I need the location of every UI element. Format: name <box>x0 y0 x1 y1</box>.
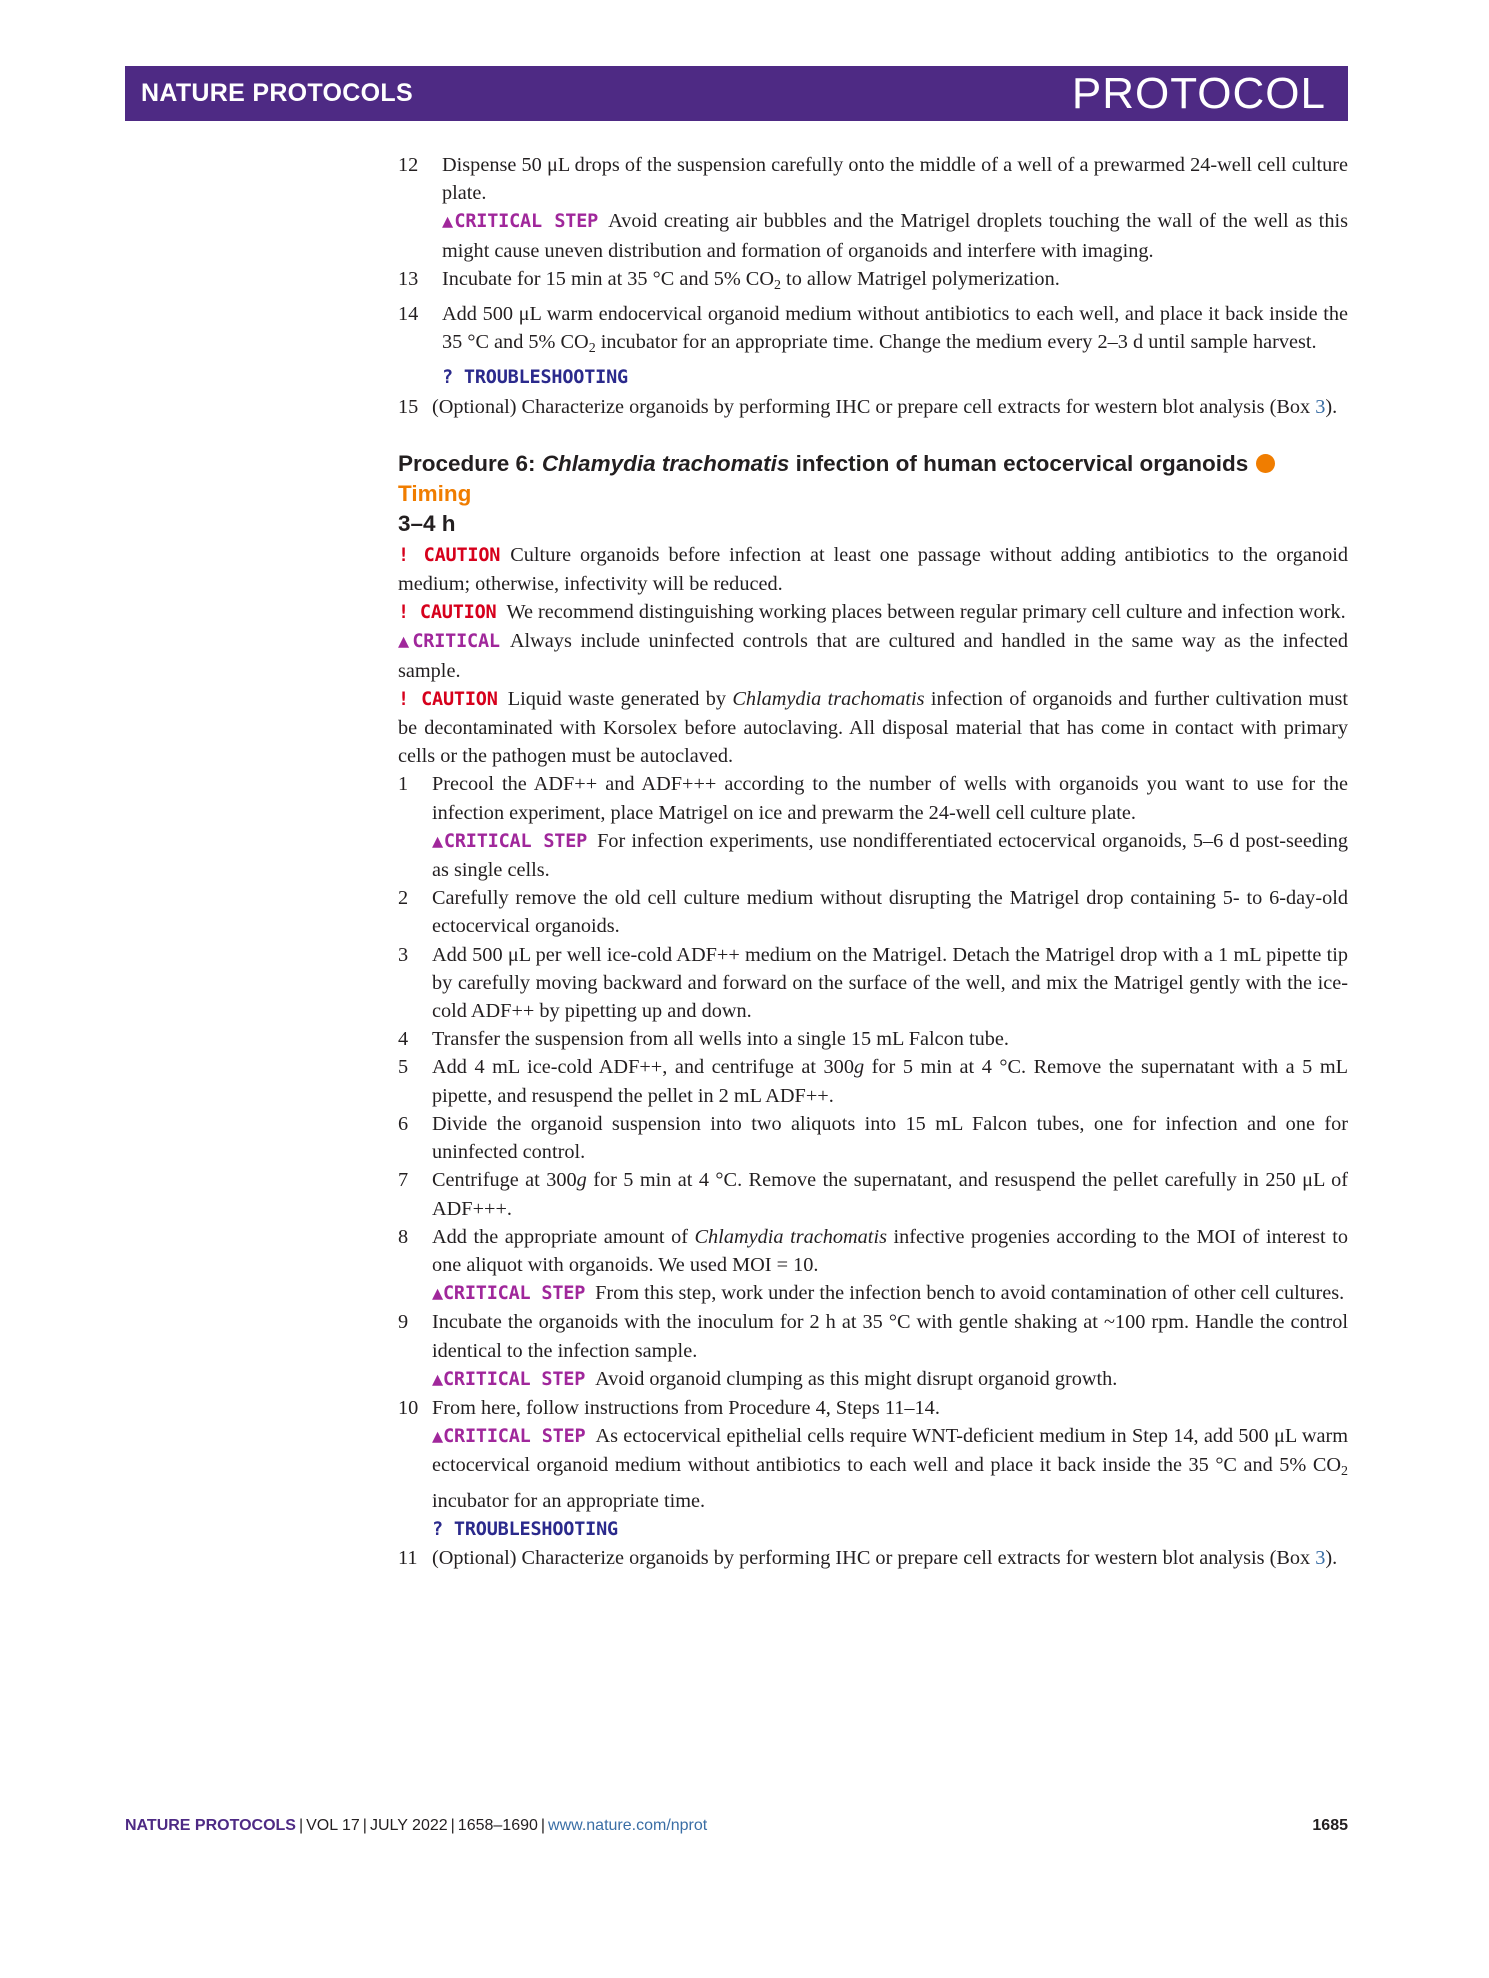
journal-name: NATURE PROTOCOLS <box>141 79 413 107</box>
step-number: 11 <box>398 1546 418 1569</box>
troubleshooting-note <box>432 1515 1348 1544</box>
step-number: 13 <box>398 267 419 290</box>
caution-note-1 <box>398 541 1348 598</box>
g-force-unit: g <box>576 1169 587 1192</box>
page-footer <box>125 1817 1348 1835</box>
critical-step-text: From this step, work under the infection bench to avoid contamination of other cell cultures. <box>595 1282 1345 1305</box>
step-number: 3 <box>398 943 409 966</box>
procedure-heading <box>398 449 1348 539</box>
step-number: 14 <box>398 303 419 326</box>
proc-step-9 <box>398 1308 1348 1394</box>
proc-step-5 <box>398 1053 1348 1109</box>
timing-value: 3–4 h <box>398 510 456 536</box>
critical-step-note <box>432 1279 1348 1308</box>
subscript: 2 <box>1341 1464 1348 1480</box>
step-text: Dispense 50 μL drops of the suspension carefully onto the middle of a well of a prewarmed 24-well cell culture plate. <box>442 154 1348 205</box>
caution-tag: ! CAUTION <box>398 688 498 710</box>
step-text-part: (Optional) Characterize organoids by performing IHC or prepare cell extracts for western blot analysis (Box <box>432 1546 1316 1569</box>
step-text-part: Centrifuge at 300 <box>432 1169 577 1192</box>
footer-journal: NATURE PROTOCOLS <box>125 1817 296 1834</box>
step-text: Precool the ADF++ and ADF+++ according to the number of wells with organoids you want to use for the infection experiment, place Matrigel on ice and prewarm the 24-well cell culture plate. <box>432 773 1348 824</box>
proc-step-2 <box>398 884 1348 940</box>
footer-volume: VOL 17 <box>306 1817 360 1834</box>
critical-step-tag: ▲CRITICAL STEP <box>432 1283 586 1305</box>
timing-clock-icon <box>1256 454 1275 473</box>
g-force-unit: g <box>853 1056 865 1079</box>
step-number: 4 <box>398 1028 409 1051</box>
caution-note-3 <box>398 685 1348 771</box>
step-text <box>432 393 1348 421</box>
critical-note <box>398 627 1348 684</box>
step-15 <box>398 393 1348 421</box>
step-14 <box>398 300 1348 393</box>
organism-name: Chlamydia trachomatis <box>694 1225 887 1248</box>
caution-tag: ! CAUTION <box>398 544 501 566</box>
footer-date: JULY 2022 <box>369 1817 448 1834</box>
article-type: PROTOCOL <box>1071 68 1326 118</box>
step-number: 12 <box>398 154 419 176</box>
step-13 <box>398 265 1348 300</box>
step-number: 7 <box>398 1169 409 1192</box>
step-number: 1 <box>398 773 409 796</box>
troubleshooting-tag: ? TROUBLESHOOTING <box>442 367 628 389</box>
proc-step-6 <box>398 1110 1348 1166</box>
critical-step-tag: ▲CRITICAL STEP <box>432 1368 586 1390</box>
step-number: 8 <box>398 1225 409 1248</box>
heading-part: Procedure 6: <box>398 450 542 476</box>
step-text-part: (Optional) Characterize organoids by performing IHC or prepare cell extracts for western blot analysis (Box <box>432 395 1316 418</box>
box-reference-link[interactable]: 3 <box>1315 395 1326 418</box>
critical-step-note <box>432 827 1348 884</box>
step-text-part: Incubate for 15 min at 35 °C and 5% CO <box>442 267 774 290</box>
footer-url-link[interactable]: www.nature.com/nprot <box>548 1817 708 1834</box>
proc-step-11 <box>398 1544 1348 1572</box>
caution-text: Culture organoids before infection at least one passage without adding antibiotics to the organoid medium; otherwise, infectivity will be reduced. <box>398 543 1348 596</box>
step-text-part: Add 500 μL warm endocervical organoid medium without antibiotics to each well, and place it back inside the 35 °C and 5% CO <box>442 303 1348 354</box>
step-text <box>442 265 1348 300</box>
box-reference-link[interactable]: 3 <box>1315 1546 1326 1569</box>
footer-pages: 1658–1690 <box>457 1817 538 1834</box>
critical-step-text: incubator for an appropriate time. <box>432 1489 706 1512</box>
caution-text: infection of organoids and further cultivation must be decontaminated with Korsolex before autoclaving. All disposal material that has come in contact with primary cells or the pathogen must be autoclaved. <box>398 687 1348 768</box>
step-text-part: incubator for an appropriate time. Change the medium every 2–3 d until sample harvest. <box>595 331 1317 354</box>
step-text <box>432 1223 1348 1279</box>
step-text <box>432 1166 1348 1222</box>
critical-text: Always include uninfected controls that are cultured and handled in the same way as the infected sample. <box>398 630 1348 682</box>
subscript: 2 <box>588 341 596 357</box>
step-text-part: for 5 min at 4 °C. Remove the supernatant with a 5 mL pipette, and resuspend the pellet in 2 mL ADF++. <box>432 1056 1349 1107</box>
step-text-part: for 5 min at 4 °C. Remove the supernatant, and resuspend the pellet carefully in 250 μL of ADF+++. <box>432 1169 1348 1220</box>
proc-step-10 <box>398 1394 1348 1544</box>
proc-step-4 <box>398 1025 1348 1053</box>
heading-part: infection of human ectocervical organoids <box>789 450 1249 476</box>
critical-step-tag: ▲CRITICAL STEP <box>442 211 599 233</box>
step-text-part: ). <box>1325 395 1338 418</box>
critical-step-note <box>432 1422 1348 1515</box>
step-number: 9 <box>398 1311 409 1334</box>
critical-step-text: For infection experiments, use nondifferentiated ectocervical organoids, 5–6 d post-seeding as single cells. <box>432 829 1348 882</box>
footer-citation: NATURE PROTOCOLS | VOL 17 | JULY 2022 | 1658–1690 | www.nature.com/nprot <box>125 1817 708 1834</box>
critical-step-tag: ▲CRITICAL STEP <box>432 830 588 852</box>
step-text: From here, follow instructions from Procedure 4, Steps 11–14. <box>432 1396 940 1419</box>
critical-step-text: Avoid organoid clumping as this might disrupt organoid growth. <box>595 1367 1118 1390</box>
step-text <box>442 300 1348 363</box>
step-12 <box>398 151 1348 265</box>
step-text: Add 500 μL per well ice-cold ADF++ medium on the Matrigel. Detach the Matrigel drop with a 1 mL pipette tip by carefully moving backward and forward on the surface of the well, and mix the Matrigel gently with the ice-cold ADF++ by pipetting up and down. <box>432 943 1348 1023</box>
critical-step-note <box>442 207 1348 264</box>
step-text: Divide the organoid suspension into two aliquots into 15 mL Falcon tubes, one for infection and one for uninfected control. <box>432 1112 1348 1164</box>
critical-step-tag: ▲CRITICAL STEP <box>432 1426 586 1448</box>
step-number: 5 <box>398 1056 409 1079</box>
step-text: Incubate the organoids with the inoculum for 2 h at 35 °C with gentle shaking at ~100 rpm. Handle the control identical to the infection sample. <box>432 1311 1348 1362</box>
proc-step-3 <box>398 941 1348 1026</box>
step-text: Transfer the suspension from all wells into a single 15 mL Falcon tube. <box>432 1028 1009 1051</box>
heading-organism: Chlamydia trachomatis <box>541 450 790 476</box>
caution-tag: ! CAUTION <box>398 602 497 624</box>
step-number: 2 <box>398 887 409 910</box>
troubleshooting-note <box>442 363 1348 392</box>
caution-note-2 <box>398 598 1348 627</box>
step-text-part: Add 4 mL ice-cold ADF++, and centrifuge at 300 <box>432 1056 854 1079</box>
step-number: 6 <box>398 1112 409 1135</box>
critical-step-text: Avoid creating air bubbles and the Matrigel droplets touching the wall of the well as this might cause uneven distribution and formation of organoids and interfere with imaging. <box>442 210 1348 262</box>
timing-label: Timing <box>398 480 472 506</box>
step-number: 15 <box>398 395 419 418</box>
step-text <box>432 1053 1348 1109</box>
step-number: 10 <box>398 1396 419 1419</box>
critical-tag: ▲CRITICAL <box>398 631 500 653</box>
troubleshooting-tag: ? TROUBLESHOOTING <box>432 1518 618 1540</box>
step-text: Carefully remove the old cell culture medium without disrupting the Matrigel drop containing 5- to 6-day-old ectocervical organoids. <box>432 887 1348 938</box>
proc-step-1 <box>398 770 1348 884</box>
proc-step-8 <box>398 1223 1348 1309</box>
organism-name: Chlamydia trachomatis <box>732 687 925 710</box>
critical-step-note <box>432 1365 1348 1394</box>
caution-text: We recommend distinguishing working places between regular primary cell culture and infection work. <box>506 601 1346 624</box>
proc-step-7 <box>398 1166 1348 1222</box>
main-column <box>398 151 1348 1572</box>
step-text-part: infective progenies according to the MOI of interest to one aliquot with organoids. We used MOI = 10. <box>432 1225 1349 1276</box>
subscript: 2 <box>773 277 781 293</box>
caution-text: Liquid waste generated by <box>507 687 733 710</box>
page-number: 1685 <box>1312 1817 1348 1834</box>
step-text <box>432 1544 1348 1572</box>
step-text-part: to allow Matrigel polymerization. <box>780 267 1060 290</box>
step-text-part: ). <box>1325 1546 1338 1569</box>
page-header <box>125 66 1348 121</box>
critical-step-text: As ectocervical epithelial cells require WNT-deficient medium in Step 14, add 500 μL warm ectocervical organoid medium without antibiotics to each well and place it back inside the 35 °C and 5% CO <box>432 1425 1348 1477</box>
step-text-part: Add the appropriate amount of <box>432 1225 695 1248</box>
